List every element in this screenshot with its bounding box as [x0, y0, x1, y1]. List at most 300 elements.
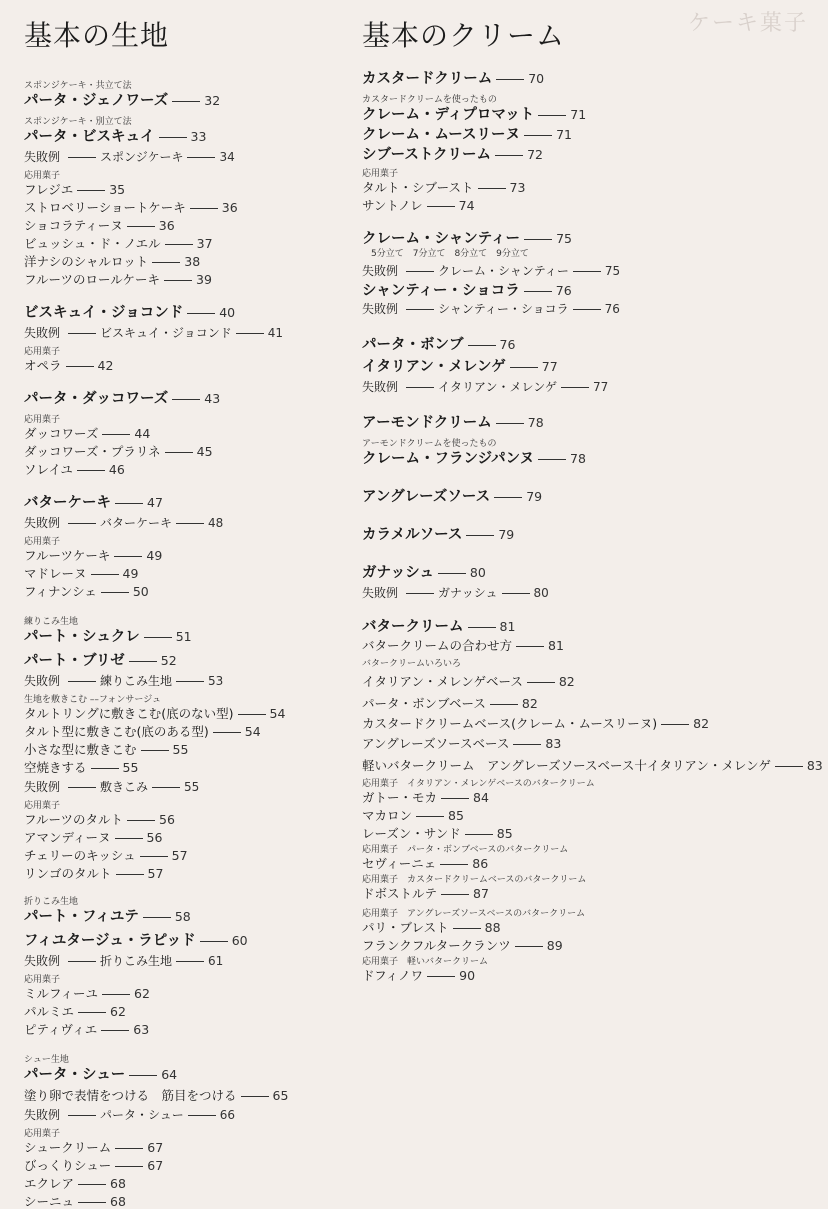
entry-title: クレーム・シャンティー — [438, 264, 569, 278]
entry-title: パータ・ジェノワーズ — [24, 93, 169, 109]
left-toc-entry — [24, 256, 200, 269]
entry-title: ミルフィーユ — [24, 986, 99, 1001]
page-number: 41 — [267, 326, 284, 340]
entry-title: ガナッシュ — [362, 565, 434, 581]
page-number: 86 — [472, 856, 489, 871]
leader-rule — [538, 459, 566, 460]
leader-rule — [241, 1096, 269, 1097]
left-toc-entry — [24, 238, 213, 251]
page-number: 49 — [122, 566, 139, 581]
entry-title: クレーム・ディプロマット — [362, 107, 535, 123]
leader-rule — [524, 135, 552, 136]
entry-title: フィユタージュ・ラピッド — [24, 933, 196, 949]
leader-rule — [102, 434, 130, 435]
right-toc-heading — [362, 620, 515, 635]
page-number: 57 — [171, 848, 188, 863]
right-toc-heading — [362, 360, 558, 375]
left-column-title: 基本の生地 — [24, 19, 170, 52]
left-toc-heading — [24, 630, 192, 645]
entry-title: シュークリーム — [24, 1140, 112, 1155]
leader-rule — [115, 1166, 143, 1167]
left-toc-entry — [24, 1090, 288, 1103]
page-number: 67 — [147, 1158, 164, 1173]
left-toc-caption — [24, 348, 60, 357]
entry-title: フルーツケーキ — [24, 548, 111, 563]
page-number: 68 — [110, 1176, 126, 1191]
entry-title: 敷きこみ — [100, 780, 149, 794]
entry-title: 応用菓子 — [24, 975, 61, 985]
left-toc-heading — [24, 1068, 177, 1083]
left-toc-entry — [24, 446, 213, 459]
entry-title: 応用菓子 — [24, 537, 61, 547]
left-toc-caption — [24, 1056, 69, 1065]
page-number: 32 — [204, 93, 221, 108]
leader-rule — [427, 206, 455, 207]
page-number: 36 — [158, 218, 175, 233]
entry-title: イタリアン・メレンゲ — [362, 359, 506, 375]
failure-label: 失敗例 — [362, 264, 399, 278]
leader-rule — [524, 239, 552, 240]
page-number: 67 — [147, 1140, 164, 1155]
entry-title: バタークリーム — [362, 619, 464, 635]
entry-title: 空焼きする — [24, 760, 87, 775]
left-toc-entry — [24, 274, 212, 287]
right-toc-entry — [362, 970, 475, 983]
right-toc-caption — [362, 250, 529, 259]
leader-rule — [513, 744, 541, 745]
entry-title: カスタードクリーム — [362, 71, 493, 87]
right-toc-entry — [362, 698, 538, 711]
left-toc-caption — [24, 82, 132, 91]
entry-title: 応用菓子 イタリアン・メレンゲベースのバタークリーム — [362, 779, 595, 789]
page-number: 37 — [196, 236, 213, 251]
page-number: 33 — [190, 129, 207, 144]
entry-title: びっくりシュー — [24, 1158, 112, 1173]
leader-rule — [187, 157, 215, 158]
left-toc-heading — [24, 306, 235, 321]
left-toc-heading — [24, 654, 177, 669]
leader-rule — [236, 333, 264, 334]
right-column-title: 基本のクリーム — [362, 19, 566, 52]
right-toc-entry — [362, 888, 489, 901]
entry-title: 応用菓子 — [24, 347, 61, 357]
left-toc-entry — [24, 814, 175, 827]
leader-rule — [127, 226, 155, 227]
right-toc-caption — [362, 96, 497, 105]
right-toc-entry — [362, 718, 709, 731]
leader-rule — [466, 535, 494, 536]
page-number: 85 — [496, 826, 513, 841]
left-toc-entry — [24, 428, 150, 441]
page-number: 68 — [110, 1194, 126, 1209]
entry-title: ビスキュイ・ジョコンド — [100, 326, 232, 340]
leader-rule — [152, 262, 180, 263]
entry-title: 応用菓子 — [24, 1129, 61, 1139]
page-number: 43 — [204, 391, 221, 406]
leader-rule — [140, 856, 168, 857]
leader-rule — [573, 309, 601, 310]
entry-title: 応用菓子 — [24, 801, 61, 811]
leader-rule — [127, 820, 155, 821]
failure-label: 失敗例 — [362, 586, 399, 600]
leader-rule — [78, 1184, 106, 1185]
entry-title: ストロベリーショートケーキ — [24, 200, 186, 215]
entry-title: ガトー・モカ — [362, 790, 438, 805]
left-toc-entry — [24, 568, 138, 581]
leader-rule — [238, 714, 266, 715]
leader-rule — [176, 523, 204, 524]
leader-rule — [129, 661, 157, 662]
right-toc-failure-entry — [362, 303, 620, 315]
entry-title: パータ・ボンブベース — [362, 696, 486, 711]
page-number: 79 — [498, 527, 515, 542]
left-toc-caption — [24, 118, 132, 127]
entry-title: エクレア — [24, 1176, 75, 1191]
right-toc-heading — [362, 128, 572, 143]
left-toc-caption — [24, 696, 161, 705]
page-number: 35 — [109, 182, 126, 197]
page-number: 79 — [526, 489, 543, 504]
entry-title: 応用菓子 — [362, 169, 399, 179]
entry-title: 折りこみ生地 — [24, 897, 79, 907]
page-number: 77 — [593, 380, 609, 394]
right-toc-heading — [362, 72, 544, 87]
page-number: 80 — [469, 565, 486, 580]
leader-rule — [102, 994, 130, 995]
leader-rule — [114, 556, 142, 557]
page-number: 83 — [806, 758, 823, 773]
entry-title: 応用菓子 軽いバタークリーム — [362, 957, 489, 967]
entry-title: ビスキュイ・ジョコンド — [24, 305, 184, 321]
page-number: 74 — [458, 198, 475, 213]
left-toc-entry — [24, 464, 125, 477]
page-number: 54 — [269, 706, 286, 721]
left-toc-entry — [24, 1160, 163, 1173]
leader-rule — [661, 724, 689, 725]
page-number: 56 — [159, 812, 175, 827]
right-toc-failure-entry — [362, 381, 608, 393]
entry-title: タルト・シブースト — [362, 180, 474, 195]
leader-rule — [190, 208, 218, 209]
page-number: 88 — [484, 920, 501, 935]
left-toc-failure-entry — [24, 327, 283, 339]
leader-rule — [68, 1115, 96, 1116]
leader-rule — [165, 244, 193, 245]
page-number: 89 — [546, 938, 563, 953]
entry-title: ソレイユ — [24, 462, 73, 477]
left-toc-entry — [24, 868, 163, 881]
right-toc-entry — [362, 200, 475, 213]
page-number: 71 — [556, 127, 572, 142]
leader-rule — [172, 101, 200, 102]
left-toc-heading — [24, 94, 220, 109]
entry-title: 練りこみ生地 — [100, 674, 173, 688]
right-toc-caption — [362, 846, 568, 855]
leader-rule — [478, 188, 506, 189]
page-number: 49 — [146, 548, 163, 563]
entry-title: リンゴのタルト — [24, 866, 112, 881]
left-toc-failure-entry — [24, 517, 223, 529]
leader-rule — [66, 366, 94, 367]
page-number: 78 — [527, 415, 544, 430]
leader-rule — [515, 946, 543, 947]
left-toc-caption — [24, 416, 60, 425]
leader-rule — [527, 682, 555, 683]
entry-title: マカロン — [362, 808, 413, 823]
right-toc-heading — [362, 452, 586, 467]
entry-title: 塗り卵で表情をつける 筋目をつける — [24, 1088, 237, 1103]
leader-rule — [77, 190, 105, 191]
entry-title: ダッコワーズ — [24, 426, 99, 441]
right-toc-caption — [362, 910, 585, 919]
left-toc-failure-entry — [24, 781, 199, 793]
page-number: 57 — [147, 866, 164, 881]
left-toc-failure-entry — [24, 151, 235, 163]
right-toc-failure-entry — [362, 587, 549, 599]
left-toc-entry — [24, 550, 162, 563]
page-number: 81 — [548, 638, 564, 653]
entry-title: フルーツのロールケーキ — [24, 272, 161, 287]
page-number: 38 — [184, 254, 201, 269]
entry-title: 5分立て 7分立て 8分立て 9分立て — [362, 249, 529, 259]
entry-title: イタリアン・メレンゲベース — [362, 674, 523, 689]
left-toc-entry — [24, 1024, 149, 1037]
page-number: 55 — [184, 780, 200, 794]
left-toc-entry — [24, 220, 175, 233]
page-number: 48 — [208, 516, 224, 530]
leader-rule — [152, 787, 180, 788]
entry-title: ピティヴィエ — [24, 1022, 98, 1037]
left-toc-heading — [24, 934, 248, 949]
left-toc-heading — [24, 130, 206, 145]
leader-rule — [510, 367, 538, 368]
right-toc-heading — [362, 566, 486, 581]
leader-rule — [406, 271, 434, 272]
page-number: 73 — [509, 180, 526, 195]
right-toc-entry — [362, 640, 564, 653]
right-toc-entry — [362, 182, 525, 195]
leader-rule — [524, 291, 552, 292]
leader-rule — [468, 627, 496, 628]
leader-rule — [468, 345, 496, 346]
entry-title: シュー生地 — [24, 1055, 69, 1065]
leader-rule — [101, 592, 129, 593]
entry-title: 応用菓子 — [24, 171, 61, 181]
leader-rule — [176, 961, 204, 962]
page-number: 53 — [208, 674, 224, 688]
left-toc-caption — [24, 618, 78, 627]
left-toc-entry — [24, 1196, 126, 1209]
entry-title: アーモンドクリームを使ったもの — [362, 439, 497, 449]
leader-rule — [165, 452, 193, 453]
entry-title: ガナッシュ — [438, 586, 498, 600]
right-toc-caption — [362, 780, 595, 789]
leader-rule — [438, 573, 466, 574]
entry-title: パルミエ — [24, 1004, 75, 1019]
page-number: 85 — [448, 808, 464, 823]
entry-title: カラメルソース — [362, 527, 463, 543]
page-number: 76 — [604, 302, 620, 316]
page-number: 54 — [244, 724, 261, 739]
page-number: 63 — [133, 1022, 150, 1037]
page-number: 39 — [196, 272, 212, 287]
left-toc-entry — [24, 708, 285, 721]
leader-rule — [561, 387, 589, 388]
entry-title: クレーム・フランジパンヌ — [362, 451, 535, 467]
failure-label: 失敗例 — [24, 674, 61, 688]
leader-rule — [115, 838, 143, 839]
left-toc-failure-entry — [24, 675, 223, 687]
page-number: 40 — [219, 305, 236, 320]
page-number: 45 — [196, 444, 213, 459]
entry-title: スポンジケーキ・別立て法 — [24, 117, 132, 127]
page-number: 82 — [521, 696, 538, 711]
entry-title: カスタードクリームを使ったもの — [362, 95, 497, 105]
entry-title: レーズン・サンド — [362, 826, 461, 841]
page-number: 50 — [132, 584, 149, 599]
entry-title: フレジエ — [24, 182, 74, 197]
page-number: 90 — [459, 968, 476, 983]
leader-rule — [441, 798, 469, 799]
leader-rule — [91, 768, 119, 769]
page-number: 61 — [208, 954, 224, 968]
leader-rule — [115, 1148, 143, 1149]
left-toc-caption — [24, 802, 60, 811]
page-number: 66 — [219, 1108, 236, 1122]
entry-title: バターケーキ — [100, 516, 173, 530]
leader-rule — [573, 271, 601, 272]
leader-rule — [406, 387, 434, 388]
leader-rule — [188, 1115, 216, 1116]
leader-rule — [453, 928, 481, 929]
left-toc-entry — [24, 744, 188, 757]
right-toc-caption — [362, 660, 461, 669]
entry-title: 応用菓子 — [24, 415, 61, 425]
page-number: 76 — [555, 283, 572, 298]
leader-rule — [78, 1202, 106, 1203]
right-toc-failure-entry — [362, 265, 620, 277]
entry-title: 小さな型に敷きこむ — [24, 742, 137, 757]
page-number: 52 — [160, 653, 177, 668]
entry-title: マドレーヌ — [24, 566, 87, 581]
page-number: 56 — [146, 830, 163, 845]
entry-title: 折りこみ生地 — [100, 954, 173, 968]
right-toc-heading — [362, 232, 572, 247]
left-toc-heading — [24, 392, 220, 407]
entry-title: パート・ブリゼ — [24, 653, 125, 669]
left-toc-entry — [24, 762, 138, 775]
right-toc-entry — [362, 922, 501, 935]
entry-title: ビュッシュ・ド・ノエル — [24, 236, 161, 251]
left-toc-entry — [24, 586, 149, 599]
leader-rule — [496, 79, 524, 80]
page-number: 51 — [175, 629, 192, 644]
leader-rule — [516, 646, 544, 647]
page-number: 62 — [110, 1004, 126, 1019]
left-toc-failure-entry — [24, 1109, 235, 1121]
entry-title: セヴィーニェ — [362, 856, 437, 871]
entry-title: ドボストルテ — [362, 886, 438, 901]
entry-title: 軽いバタークリーム アングレーズソースベース十イタリアン・メレンゲ — [362, 758, 771, 773]
right-toc-heading — [362, 490, 542, 505]
page-number: 75 — [556, 231, 572, 246]
leader-rule — [200, 941, 228, 942]
entry-title: アマンディーヌ — [24, 830, 111, 845]
page-number: 80 — [533, 586, 549, 600]
page-number: 75 — [604, 264, 621, 278]
entry-title: パータ・シュー — [24, 1067, 126, 1083]
leader-rule — [496, 423, 524, 424]
right-toc-entry — [362, 858, 488, 871]
page-number: 65 — [272, 1088, 289, 1103]
leader-rule — [77, 470, 105, 471]
left-toc-caption — [24, 538, 60, 547]
entry-title: シーニュ — [24, 1194, 75, 1209]
right-toc-entry — [362, 760, 823, 773]
right-toc-caption — [362, 958, 488, 967]
entry-title: カスタードクリームベース(クレーム・ムースリーヌ) — [362, 716, 658, 731]
leader-rule — [427, 976, 455, 977]
failure-label: 失敗例 — [24, 1108, 61, 1122]
entry-title: 練りこみ生地 — [24, 617, 79, 627]
leader-rule — [172, 399, 200, 400]
right-toc-caption — [362, 440, 497, 449]
entry-title: パータ・ボンブ — [362, 337, 464, 353]
left-toc-entry — [24, 1142, 163, 1155]
page-number: 76 — [499, 337, 516, 352]
entry-title: ダッコワーズ・プラリネ — [24, 444, 161, 459]
leader-rule — [406, 593, 434, 594]
entry-title: スポンジケーキ — [100, 150, 184, 164]
entry-title: アーモンドクリーム — [362, 415, 492, 431]
entry-title: サントノレ — [362, 198, 423, 213]
leader-rule — [187, 313, 215, 314]
left-toc-entry — [24, 832, 162, 845]
right-toc-heading — [362, 148, 543, 163]
page-number: 82 — [558, 674, 575, 689]
entry-title: バタークリームいろいろ — [362, 659, 462, 669]
left-toc-entry — [24, 360, 113, 373]
leader-rule — [116, 874, 144, 875]
right-toc-entry — [362, 940, 563, 953]
right-toc-entry — [362, 676, 575, 689]
entry-title: 生地を敷きこむ ––フォンサージュ — [24, 695, 162, 705]
right-toc-heading — [362, 528, 514, 543]
entry-title: チェリーのキッシュ — [24, 848, 136, 863]
left-toc-entry — [24, 1178, 126, 1191]
leader-rule — [213, 732, 241, 733]
page-number: 60 — [231, 933, 248, 948]
leader-rule — [440, 864, 468, 865]
page-number: 44 — [134, 426, 151, 441]
right-toc-heading — [362, 108, 586, 123]
page-number: 36 — [221, 200, 238, 215]
left-toc-entry — [24, 726, 261, 739]
leader-rule — [502, 593, 530, 594]
failure-label: 失敗例 — [24, 326, 61, 340]
page-number: 47 — [147, 495, 163, 510]
right-toc-entry — [362, 810, 464, 823]
failure-label: 失敗例 — [362, 380, 399, 394]
right-toc-entry — [362, 738, 561, 751]
entry-title: スポンジケーキ・共立て法 — [24, 81, 132, 91]
entry-title: パート・フィユテ — [24, 909, 139, 925]
page-number: 58 — [174, 909, 191, 924]
left-toc-caption — [24, 1130, 60, 1139]
entry-title: フランクフルタークランツ — [362, 938, 511, 953]
page-number: 81 — [499, 619, 516, 634]
entry-title: イタリアン・メレンゲ — [438, 380, 557, 394]
